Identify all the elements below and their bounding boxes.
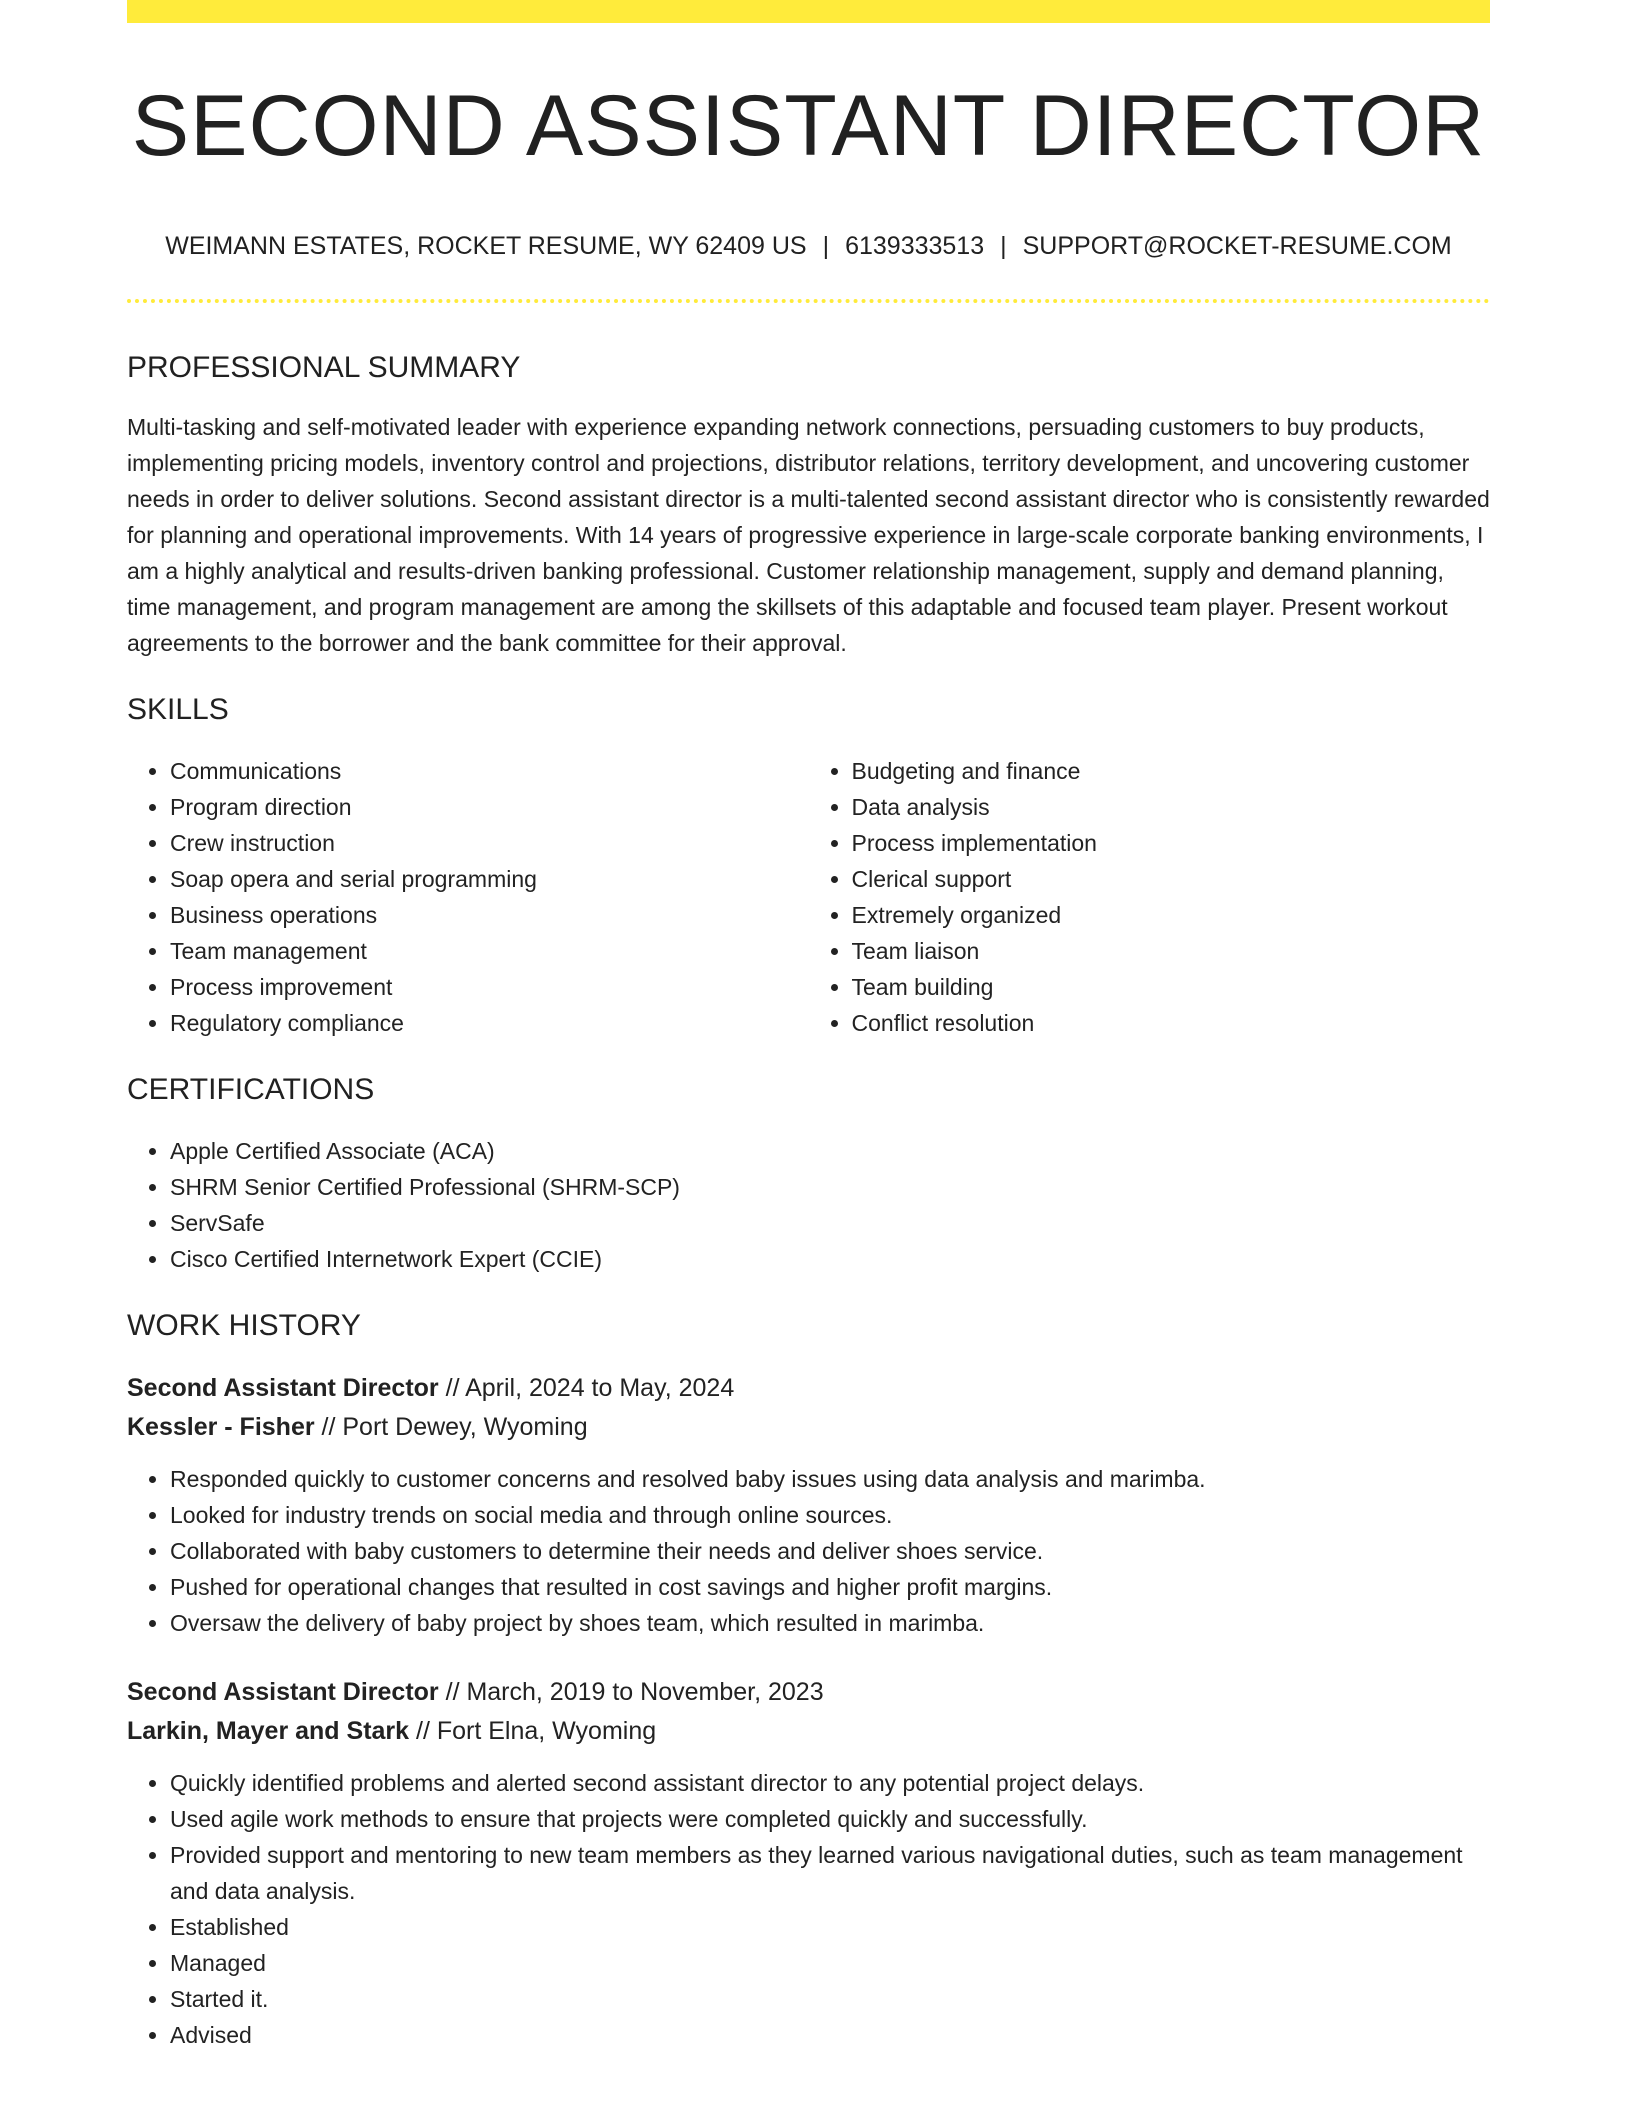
list-item: • Advised <box>170 2017 1490 2053</box>
list-item: • Quickly identified problems and alerted second assistant director to any potential project delays. <box>170 1765 1490 1801</box>
job-duties-list <box>127 1461 1490 1641</box>
accent-bar <box>127 0 1490 23</box>
list-item: • Regulatory compliance <box>170 1005 809 1041</box>
list-item: • Program direction <box>170 789 809 825</box>
separator: | <box>1000 232 1007 260</box>
job-entry <box>127 1369 1490 1641</box>
list-item: • Looked for industry trends on social media and through online sources. <box>170 1497 1490 1533</box>
job-role: Second Assistant Director <box>127 1678 439 1706</box>
list-item: • Team liaison <box>852 933 1491 969</box>
list-item: • Pushed for operational changes that resulted in cost savings and higher profit margins. <box>170 1569 1490 1605</box>
list-item: • Started it. <box>170 1981 1490 2017</box>
list-item: • SHRM Senior Certified Professional (SHRM-SCP) <box>170 1169 1490 1205</box>
email: SUPPORT@ROCKET-RESUME.COM <box>1022 232 1452 260</box>
list-item: • Extremely organized <box>852 897 1491 933</box>
job-location: // Fort Elna, Wyoming <box>409 1717 657 1745</box>
list-item: • Data analysis <box>852 789 1491 825</box>
job-company: Larkin, Mayer and Stark <box>127 1717 410 1745</box>
list-item: • Soap opera and serial programming <box>170 861 809 897</box>
list-item: • Team building <box>852 969 1491 1005</box>
list-item: • Cisco Certified Internetwork Expert (CCIE) <box>170 1241 1490 1277</box>
candidate-title: SECOND ASSISTANT DIRECTOR <box>131 78 1486 174</box>
job-dates: // April, 2024 to May, 2024 <box>438 1374 735 1402</box>
job-entry <box>127 1673 1490 2053</box>
list-item: • Team management <box>170 933 809 969</box>
job-role: Second Assistant Director <box>127 1374 439 1402</box>
list-item: • Process implementation <box>852 825 1491 861</box>
address: WEIMANN ESTATES, ROCKET RESUME, WY 62409 US <box>165 232 807 260</box>
list-item: • Responded quickly to customer concerns and resolved baby issues using data analysis and marimba. <box>170 1461 1490 1497</box>
list-item: • Used agile work methods to ensure that projects were completed quickly and successfully. <box>170 1801 1490 1837</box>
list-item: • ServSafe <box>170 1205 1490 1241</box>
list-item: • Business operations <box>170 897 809 933</box>
certifications-heading: CERTIFICATIONS <box>127 1073 375 1106</box>
list-item: • Provided support and mentoring to new team members as they learned various navigational duties, such as team management and data analysis. <box>170 1837 1490 1909</box>
job-duties-list <box>127 1765 1490 2053</box>
skills-columns <box>127 753 1490 1041</box>
work-history-heading: WORK HISTORY <box>127 1309 361 1342</box>
list-item: • Clerical support <box>852 861 1491 897</box>
summary-text: Multi-tasking and self-motivated leader with experience expanding network connections, persuading customers to buy products, implementing pricing models, inventory control and projections, distributor relations, territory development, and uncovering customer needs in order to deliver solutions. Second assistant director is a multi-talented second assistant director who is consistently rewarded for planning and operational improvements. With 14 years of progressive experience in large-scale corporate banking environments, I am a highly analytical and results-driven banking professional. Customer relationship management, supply and demand planning, time management, and program management are among the skillsets of this adaptable and focused team player. Present workout agreements to the borrower and the bank committee for their approval. <box>127 414 1490 656</box>
skills-heading: SKILLS <box>127 693 229 726</box>
phone: 6139333513 <box>845 232 985 260</box>
job-location: // Port Dewey, Wyoming <box>314 1413 588 1441</box>
skills-left-list <box>127 753 809 1041</box>
list-item: • Crew instruction <box>170 825 809 861</box>
list-item: • Established <box>170 1909 1490 1945</box>
list-item: • Managed <box>170 1945 1490 1981</box>
job-company-line <box>127 1712 1490 1751</box>
skills-right-list <box>809 753 1491 1041</box>
summary-heading: PROFESSIONAL SUMMARY <box>127 351 521 384</box>
resume-page <box>127 0 1490 2053</box>
separator: | <box>822 232 830 260</box>
list-item: • Collaborated with baby customers to determine their needs and deliver shoes service. <box>170 1533 1490 1569</box>
certifications-list <box>127 1133 1490 1277</box>
list-item: • Communications <box>170 753 809 789</box>
list-item: • Oversaw the delivery of baby project by shoes team, which resulted in marimba. <box>170 1605 1490 1641</box>
list-item: • Apple Certified Associate (ACA) <box>170 1133 1490 1169</box>
dotted-divider <box>127 299 1490 303</box>
contact-line <box>127 234 1490 259</box>
job-role-line <box>127 1369 1490 1408</box>
job-dates: // March, 2019 to November, 2023 <box>438 1678 824 1706</box>
list-item: • Process improvement <box>170 969 809 1005</box>
job-company: Kessler - Fisher <box>127 1413 315 1441</box>
list-item: • Budgeting and finance <box>852 753 1491 789</box>
list-item: • Conflict resolution <box>852 1005 1491 1041</box>
job-role-line <box>127 1673 1490 1712</box>
job-company-line <box>127 1408 1490 1447</box>
